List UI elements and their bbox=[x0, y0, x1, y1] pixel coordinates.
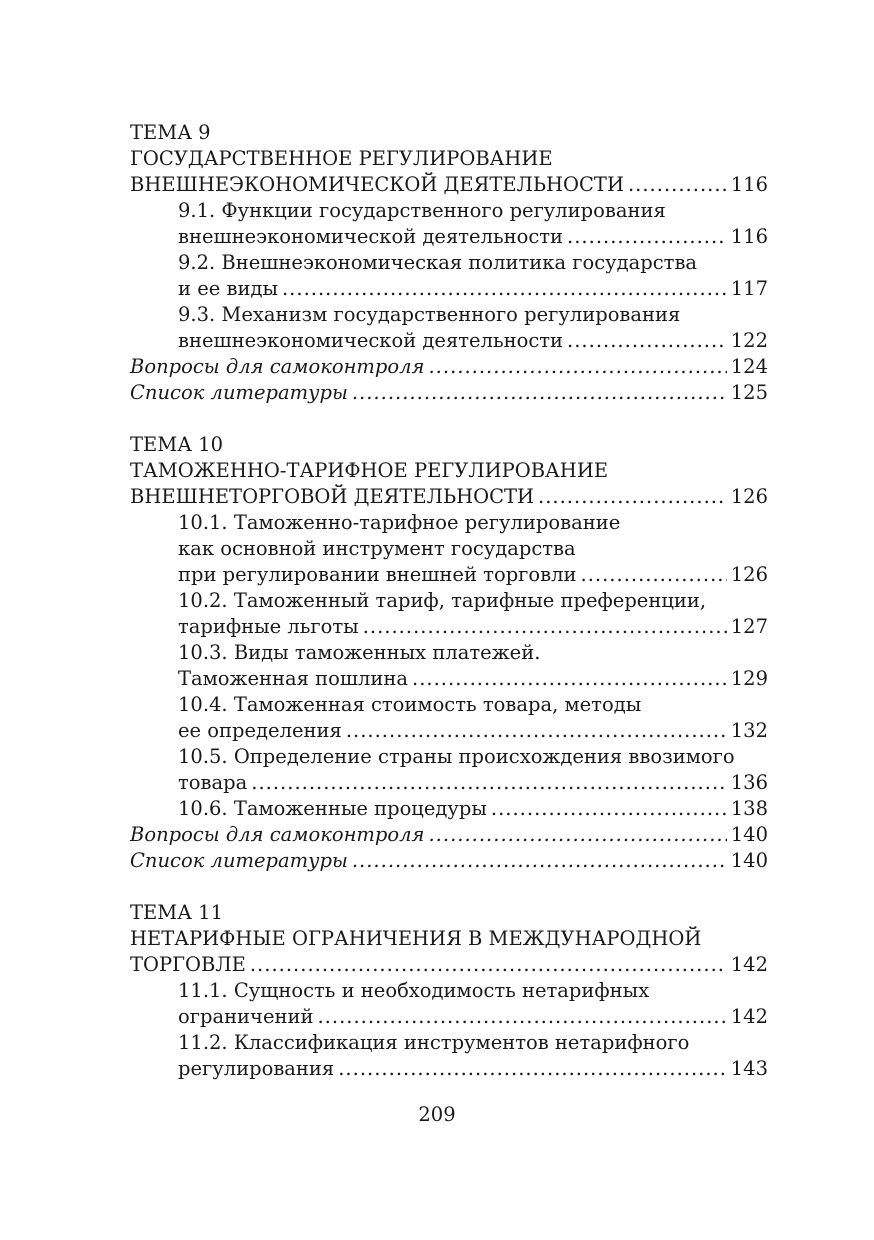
dot-leader bbox=[628, 172, 727, 198]
subsection-text: 10.2. Таможенный тариф, тарифные преференции, bbox=[178, 589, 707, 612]
toc-entry[interactable]: при регулировании внешней торговли ..... 126 bbox=[130, 562, 768, 588]
toc-entry[interactable]: 10.6. Таможенные процедуры ..... 138 bbox=[130, 796, 768, 822]
toc-entry-literature[interactable]: Список литературы ..... 140 bbox=[130, 848, 768, 874]
page-number: 126 bbox=[730, 485, 768, 508]
toc-entry[interactable]: тарифные льготы ..... 127 bbox=[130, 614, 768, 640]
page-number: 129 bbox=[730, 667, 768, 690]
topic-title: ГОСУДАРСТВЕННОЕ РЕГУЛИРОВАНИЕ bbox=[130, 147, 553, 170]
toc-entry[interactable]: ограничений ..... 142 bbox=[130, 1004, 768, 1030]
page-number: 136 bbox=[730, 771, 768, 794]
dot-leader bbox=[317, 1004, 726, 1030]
subsection-text: 9.3. Механизм государственного регулирования bbox=[178, 303, 681, 326]
dot-leader bbox=[412, 666, 727, 692]
dot-leader bbox=[352, 380, 727, 406]
dot-leader bbox=[567, 328, 727, 354]
topic-label: ТЕМА 9 bbox=[130, 121, 211, 144]
subsection-text: 9.1. Функции государственного регулирования bbox=[178, 199, 666, 222]
toc-entry-questions[interactable]: Вопросы для самоконтроля ..... 124 bbox=[130, 354, 768, 380]
page-number: 125 bbox=[730, 381, 768, 404]
page-number: 132 bbox=[730, 719, 768, 742]
page-number: 140 bbox=[730, 823, 768, 846]
toc-entry[interactable]: ее определения ..... 132 bbox=[130, 718, 768, 744]
subsection-text: 10.3. Виды таможенных платежей. bbox=[178, 641, 541, 664]
toc-entry[interactable]: Таможенная пошлина ..... 129 bbox=[130, 666, 768, 692]
page-number: 122 bbox=[730, 329, 768, 352]
subsection-text: 10.5. Определение страны происхождения ввозимого bbox=[178, 745, 735, 768]
page-number: 143 bbox=[730, 1057, 768, 1080]
dot-leader bbox=[428, 354, 726, 380]
page-number: 116 bbox=[730, 173, 768, 196]
dot-leader bbox=[363, 614, 727, 640]
topic-label: ТЕМА 11 bbox=[130, 901, 223, 924]
dot-leader bbox=[538, 484, 727, 510]
dot-leader bbox=[352, 848, 727, 874]
toc-entry-questions[interactable]: Вопросы для самоконтроля ..... 140 bbox=[130, 822, 768, 848]
dot-leader bbox=[428, 822, 726, 848]
topic-title: ТАМОЖЕННО-ТАРИФНОЕ РЕГУЛИРОВАНИЕ bbox=[130, 459, 609, 482]
dot-leader bbox=[250, 952, 727, 978]
dot-leader bbox=[491, 796, 727, 822]
toc-entry[interactable]: внешнеэкономической деятельности ..... 116 bbox=[130, 224, 768, 250]
page-number: 127 bbox=[730, 615, 768, 638]
toc-entry[interactable]: ВНЕШНЕТОРГОВОЙ ДЕЯТЕЛЬНОСТИ ..... 126 bbox=[130, 484, 768, 510]
dot-leader bbox=[581, 562, 727, 588]
subsection-text: 11.1. Сущность и необходимость нетарифных bbox=[178, 979, 650, 1002]
page-number: 142 bbox=[730, 1005, 768, 1028]
toc-entry[interactable]: регулирования ..... 143 bbox=[130, 1056, 768, 1082]
dot-leader bbox=[338, 1056, 727, 1082]
dot-leader bbox=[282, 276, 727, 302]
toc-entry[interactable]: товара ..... 136 bbox=[130, 770, 768, 796]
page-number: 116 bbox=[730, 225, 768, 248]
page-number: 140 bbox=[730, 849, 768, 872]
toc-entry[interactable]: ТОРГОВЛЕ ..... 142 bbox=[130, 952, 768, 978]
page-number: 142 bbox=[730, 953, 768, 976]
topic-label: ТЕМА 10 bbox=[130, 433, 223, 456]
subsection-text: 9.2. Внешнеэкономическая политика государства bbox=[178, 251, 698, 274]
dot-leader bbox=[251, 770, 727, 796]
page-number: 126 bbox=[730, 563, 768, 586]
topic-title: НЕТАРИФНЫЕ ОГРАНИЧЕНИЯ В МЕЖДУНАРОДНОЙ bbox=[130, 927, 702, 950]
page-number: 124 bbox=[730, 355, 768, 378]
subsection-text: 10.4. Таможенная стоимость товара, методы bbox=[178, 693, 642, 716]
toc-entry[interactable]: и ее виды ..... 117 bbox=[130, 276, 768, 302]
subsection-text: 10.1. Таможенно-тарифное регулирование bbox=[178, 511, 621, 534]
toc-entry[interactable]: ВНЕШНЕЭКОНОМИЧЕСКОЙ ДЕЯТЕЛЬНОСТИ ..... 116 bbox=[130, 172, 768, 198]
dot-leader bbox=[567, 224, 727, 250]
page-number: 117 bbox=[730, 277, 768, 300]
dot-leader bbox=[346, 718, 727, 744]
page-number: 138 bbox=[730, 797, 768, 820]
toc-entry-literature[interactable]: Список литературы ..... 125 bbox=[130, 380, 768, 406]
subsection-text: как основной инструмент государства bbox=[178, 537, 576, 560]
subsection-text: 11.2. Классификация инструментов нетарифного bbox=[178, 1031, 690, 1054]
page-number-footer: 209 bbox=[418, 1103, 456, 1126]
table-of-contents bbox=[130, 120, 768, 1082]
toc-entry[interactable]: внешнеэкономической деятельности ..... 122 bbox=[130, 328, 768, 354]
